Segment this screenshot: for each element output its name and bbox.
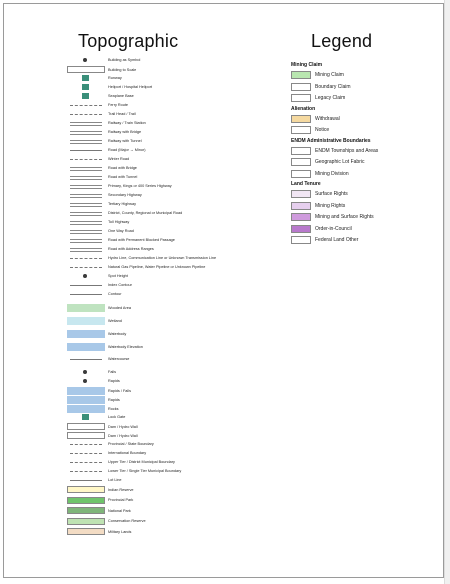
legend-item-label: Federal Land Other [315, 237, 359, 243]
legend-item [291, 190, 348, 198]
legend-entry-label: Road with Permanent Blocked Passage [108, 238, 175, 242]
map-symbol-icon [67, 468, 105, 474]
legend-entry-label: Road with Address Ranges [108, 247, 154, 251]
legend-entry-label: Heliport / Hospital Heliport [108, 85, 153, 89]
legend-item [291, 83, 351, 91]
legend-entry [67, 255, 217, 261]
legend-item-label: Mining and Surface Rights [315, 214, 374, 220]
legend-entry [67, 486, 217, 493]
legend-item [291, 236, 358, 244]
legend-entry-label: Lower Tier / Single Tier Municipal Boundary [108, 469, 182, 473]
legend-entry [67, 228, 217, 234]
legend-entry [67, 111, 217, 117]
map-symbol-icon [67, 228, 105, 234]
legend-swatch [291, 83, 311, 91]
legend-item [291, 202, 345, 210]
legend-entry [67, 66, 217, 73]
legend-entry-label: Military Lands [108, 529, 132, 534]
map-symbol-icon [67, 66, 105, 73]
map-symbol-icon [67, 518, 105, 525]
legend-entry [67, 273, 217, 279]
legend-entry [67, 183, 217, 189]
legend-entry-label: Runway [108, 76, 122, 80]
map-symbol-icon [67, 378, 105, 384]
legend-entry [67, 330, 217, 338]
map-symbol-icon [67, 174, 105, 180]
map-symbol-icon [67, 282, 105, 288]
scrollbar[interactable] [444, 0, 450, 584]
map-symbol-icon [67, 93, 105, 99]
legend-entry [67, 343, 217, 351]
map-symbol-icon [67, 57, 105, 63]
map-symbol-icon [67, 147, 105, 153]
legend-entry-label: Spot Height [108, 274, 128, 278]
legend-swatch [291, 147, 311, 155]
legend-entry-label: Road with Tunnel [108, 175, 138, 179]
map-symbol-icon [67, 304, 105, 312]
legend-group-heading: Alienation [291, 105, 316, 112]
legend-entry-label: Rapids / Falls [108, 389, 132, 393]
legend-entry-label: Toll Highway [108, 220, 130, 224]
map-symbol-icon [67, 165, 105, 171]
map-symbol-icon [67, 84, 105, 90]
legend-entry-label: Lock Gate [108, 415, 126, 419]
legend-group-heading: ENDM Administrative Boundaries [291, 137, 371, 144]
legend-entry-label: Provincial Park [108, 498, 134, 502]
legend-entry [67, 120, 217, 126]
legend-entry-label: Lot Line [108, 478, 122, 482]
legend-entry [67, 75, 217, 81]
map-symbol-icon [67, 219, 105, 225]
legend-entry-label: Contour [108, 292, 122, 296]
map-symbol-icon [67, 330, 105, 338]
map-symbol-icon [67, 459, 105, 465]
legend-entry-label: Index Contour [108, 283, 132, 287]
legend-entry [67, 147, 217, 153]
legend-entry-label: International Boundary [108, 451, 147, 455]
legend-group-heading: Mining Claim [291, 62, 323, 68]
map-symbol-icon [67, 273, 105, 279]
legend-item-label: Legacy Claim [315, 95, 346, 101]
legend-entry-label: Rocks [108, 407, 119, 411]
legend-entry [67, 528, 217, 535]
map-symbol-icon [67, 387, 105, 395]
legend-entry [67, 396, 217, 404]
legend-title: Legend [311, 31, 373, 51]
map-symbol-icon [67, 237, 105, 243]
legend-entry-label: Wetland [108, 319, 122, 323]
map-symbol-icon [67, 210, 105, 216]
map-symbol-icon [67, 156, 105, 162]
legend-swatch [291, 126, 311, 134]
map-symbol-icon [67, 477, 105, 483]
map-symbol-icon [67, 138, 105, 144]
legend-entry-label: Dam / Hydro Wall [108, 433, 138, 438]
legend-entry [67, 129, 217, 135]
legend-entry-label: Railway with Bridge [108, 130, 142, 134]
legend-item [291, 147, 378, 155]
legend-entry-label: Tertiary Highway [108, 202, 137, 206]
legend-item-label: Order-in-Council [315, 225, 352, 232]
map-symbol-icon [67, 432, 105, 439]
map-symbol-icon [67, 528, 105, 535]
legend-entry-label: Rapids [108, 379, 120, 383]
legend-item-label: Geographic Lot Fabric [315, 159, 365, 165]
legend-entry-label: Provincial / State Boundary [108, 442, 154, 446]
legend-entry [67, 356, 217, 362]
legend-item [291, 71, 344, 79]
map-symbol-icon [67, 396, 105, 404]
legend-entry-label: Dam / Hydro Wall [108, 424, 138, 429]
topographic-title: Topographic [78, 31, 179, 51]
legend-entry [67, 414, 217, 420]
legend-entry [67, 282, 217, 288]
legend-entry-label: Primary, Kings or 400 Series Highway [108, 184, 172, 188]
map-symbol-icon [67, 120, 105, 126]
legend-entry-label: Waterbody Elevation [108, 345, 143, 349]
legend-entry-label: Upper Tier / District Municipal Boundary [108, 460, 175, 464]
legend-item [291, 126, 329, 134]
legend-item-label: ENDM Townships and Areas [315, 147, 379, 154]
legend-item-label: Boundary Claim [315, 83, 351, 90]
legend-swatch [291, 71, 311, 79]
legend-swatch [291, 236, 311, 244]
legend-entry-label: Falls [108, 370, 117, 374]
legend-entry [67, 291, 217, 297]
legend-entry [67, 102, 217, 108]
legend-swatch [291, 115, 311, 123]
legend-item [291, 225, 352, 233]
legend-entry [67, 477, 217, 483]
map-symbol-icon [67, 405, 105, 413]
legend-entry [67, 138, 217, 144]
legend-entry [67, 507, 217, 514]
legend-entry-label: Conservation Reserve [108, 519, 146, 523]
legend-entry [67, 57, 217, 63]
legend-entry-label: Seaplane Base [108, 94, 134, 98]
legend-item [291, 94, 345, 102]
legend-entry-label: Road (Major → Minor) [108, 148, 146, 152]
legend-swatch [291, 170, 311, 178]
legend-entry [67, 387, 217, 395]
legend-entry [67, 246, 217, 252]
legend-entry [67, 219, 217, 225]
map-symbol-icon [67, 356, 105, 362]
map-symbol-icon [67, 129, 105, 135]
map-symbol-icon [67, 264, 105, 270]
legend-swatch [291, 190, 311, 198]
legend-entry-label: Railway / Train Station [108, 121, 146, 125]
legend-entry [67, 192, 217, 198]
legend-entry-label: Rapids [108, 398, 120, 402]
legend-entry-label: Road with Bridge [108, 166, 137, 170]
map-symbol-icon [67, 343, 105, 351]
legend-entry-label: One Way Road [108, 229, 134, 233]
legend-item [291, 170, 349, 178]
legend-swatch [291, 213, 311, 221]
legend-swatch [291, 202, 311, 210]
legend-entry [67, 264, 217, 270]
legend-entry [67, 459, 217, 465]
map-symbol-icon [67, 75, 105, 81]
legend-entry [67, 304, 217, 312]
legend-entry-label: Ferry Route [108, 103, 129, 107]
legend-swatch [291, 158, 311, 166]
map-symbol-icon [67, 192, 105, 198]
legend-entry [67, 423, 217, 430]
legend-item [291, 158, 364, 166]
legend-entry [67, 93, 217, 99]
legend-entry-label: Trail Head / Trail [108, 112, 136, 116]
legend-entry [67, 369, 217, 375]
legend-entry [67, 468, 217, 474]
legend-entry-label: Wooded Area [108, 306, 131, 310]
legend-item-label: Mining Division [315, 170, 349, 177]
legend-entry [67, 317, 217, 325]
map-symbol-icon [67, 441, 105, 447]
legend-entry [67, 201, 217, 207]
map-symbol-icon [67, 183, 105, 189]
legend-entry-label: Waterbody [108, 332, 127, 336]
legend-entry [67, 497, 217, 504]
legend-item-label: Mining Rights [315, 202, 346, 209]
map-symbol-icon [67, 317, 105, 325]
legend-swatch [291, 94, 311, 102]
legend-entry-label: Building as Symbol [108, 58, 141, 62]
map-symbol-icon [67, 486, 105, 493]
map-symbol-icon [67, 450, 105, 456]
legend-entry-label: Hydro Line, Communication Line or Unknown Transmission Line [108, 256, 217, 260]
map-symbol-icon [67, 423, 105, 430]
legend-entry [67, 237, 217, 243]
legend-entry-label: Secondary Highway [108, 193, 142, 197]
map-symbol-icon [67, 414, 105, 420]
legend-group-heading: Land Tenure [291, 181, 321, 187]
legend-item-label: Withdrawal [315, 115, 340, 122]
legend-entry [67, 156, 217, 162]
legend-entry [67, 84, 217, 90]
legend-entry [67, 165, 217, 171]
map-symbol-icon [67, 507, 105, 514]
legend-item-label: Surface Rights [315, 191, 348, 197]
legend-item [291, 213, 374, 221]
legend-entry-label: District, County, Regional or Municipal Road [108, 211, 183, 215]
legend-entry [67, 405, 217, 413]
legend-entry [67, 174, 217, 180]
map-symbol-icon [67, 102, 105, 108]
legend-entry-label: National Park [108, 508, 131, 513]
legend-entry-label: Railway with Tunnel [108, 139, 142, 143]
legend-entry [67, 441, 217, 447]
legend-entry-label: Indian Reserve [108, 487, 134, 492]
map-symbol-icon [67, 255, 105, 261]
legend-entry-label: Watercourse [108, 357, 130, 361]
legend-entry-label: Natural Gas Pipeline, Water Pipeline or Unknown Pipeline [108, 265, 206, 269]
legend-item-label: Mining Claim [315, 72, 344, 78]
legend-entry [67, 210, 217, 216]
legend-entry [67, 450, 217, 456]
legend-entry-label: Building to Scale [108, 67, 137, 72]
map-symbol-icon [67, 201, 105, 207]
legend-entry [67, 518, 217, 525]
map-symbol-icon [67, 497, 105, 504]
legend-item [291, 115, 340, 123]
map-symbol-icon [67, 111, 105, 117]
map-symbol-icon [67, 246, 105, 252]
map-symbol-icon [67, 291, 105, 297]
legend-entry [67, 432, 217, 439]
legend-entry-label: Winter Road [108, 157, 130, 161]
map-symbol-icon [67, 369, 105, 375]
legend-swatch [291, 225, 311, 233]
legend-entry [67, 378, 217, 384]
legend-item-label: Notice [315, 127, 330, 133]
